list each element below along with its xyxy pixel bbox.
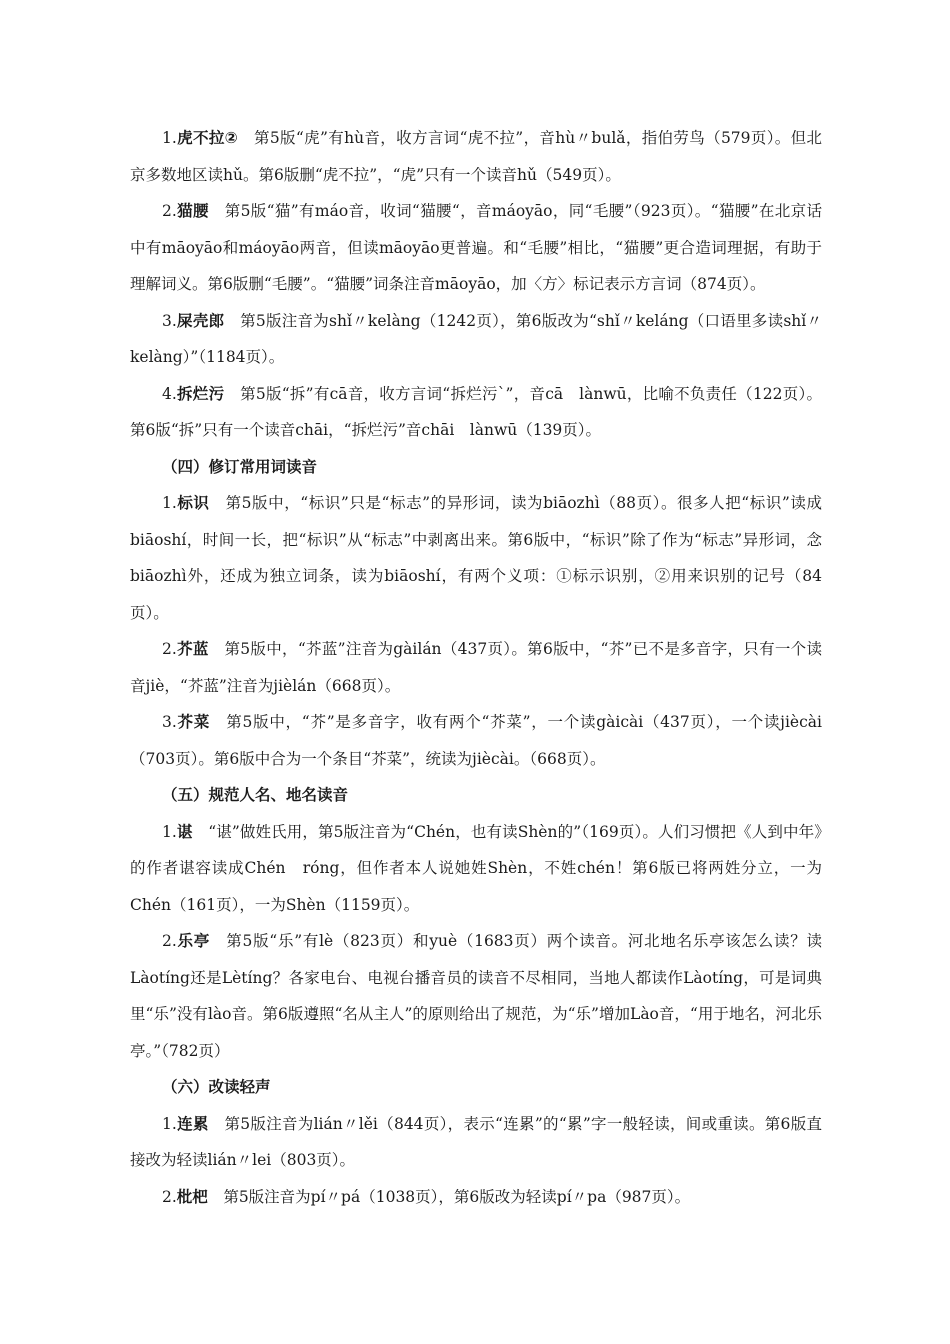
entry-number: 4. xyxy=(162,384,177,403)
entry-number: 3. xyxy=(162,311,177,330)
entry-text: 第5版“猫”有máo音，收词“猫腰“，音máoyāo，同“毛腰”（923页）。“猫腰”在北京话中有māoyāo和máoyāo两音，但读māoyāo更普遍。和“毛腰”相比，“猫腰”更合造词理据，有助于理解词义。第6版删“毛腰”。“猫腰”词条注音māoyāo，加〈方〉标记表示方言词（874页）。 xyxy=(130,202,822,293)
section-heading-5: （五）规范人名、地名读音 xyxy=(162,785,349,804)
entry-term: 连累 xyxy=(176,1114,209,1133)
entry-biaoshi xyxy=(130,485,822,631)
entry-jielan xyxy=(130,631,822,704)
entry-text: 第5版注音为pí〃pá（1038页），第6版改为轻读pí〃pa（987页）。 xyxy=(207,1187,691,1206)
entry-text: “谌”做姓氏用，第5版注音为“Chén，也有读Shèn的”（169页）。人们习惯把《人到中年》的作者谌容读成Chén róng，但作者本人说她姓Shèn，不姓chén！第6版已将两姓分立，一为Chén（161页），一为Shèn（1159页）。 xyxy=(130,822,822,914)
entry-term: 谌 xyxy=(176,822,193,841)
entry-term: 标识 xyxy=(176,494,210,512)
entry-hubula xyxy=(130,120,822,193)
entry-jiecai xyxy=(130,704,822,777)
entry-number: 1. xyxy=(162,822,177,841)
entry-number: 2. xyxy=(162,202,177,220)
section-heading-4: （四）修订常用词读音 xyxy=(162,456,318,476)
entry-lianlei xyxy=(130,1106,822,1179)
entry-term: 芥蓝 xyxy=(176,640,209,658)
entry-number: 2. xyxy=(162,1187,177,1206)
entry-text: 第5版注音为lián〃lěi（844页），表示“连累”的“累”字一般轻读，间或重读。第6版直接改为轻读lián〃lei（803页）。 xyxy=(130,1114,822,1169)
entry-text: 第5版中，“标识”只是“标志”的异形词，读为biāozhì（88页）。很多人把“标识”读成biāoshí，时间一长，把“标识”从“标志”中剥离出来。第6版中，“标识”除了作为“标志”异形词，念biāozhì外，还成为独立词条，读为biāoshí，有两个义项：①标示识别，②用来识别的记号（84页）。 xyxy=(130,494,822,622)
entry-number: 1. xyxy=(162,129,177,147)
entry-shikelang xyxy=(130,303,822,376)
section-heading-6: （六）改读轻声 xyxy=(162,1077,271,1096)
entry-term: 拆烂污 xyxy=(176,384,225,403)
entry-number: 3. xyxy=(162,713,177,731)
entry-pipa xyxy=(130,1179,822,1216)
entry-text: 第5版中，“芥蓝”注音为gàilán（437页）。第6版中，“芥”已不是多音字，只有一个读音jiè，“芥蓝”注音为jièlán（668页）。 xyxy=(130,640,822,695)
entry-laoting xyxy=(130,923,822,1069)
entry-term: 枇杷 xyxy=(176,1187,208,1206)
entry-term: 虎不拉② xyxy=(176,129,239,147)
entry-term: 猫腰 xyxy=(176,202,209,220)
entry-text: 第5版“乐”有lè（823页）和yuè（1683页）两个读音。河北地名乐亭该怎么读？读Làotíng还是Lètíng？各家电台、电视台播音员的读音不尽相同，当地人都读作Làotíng，可是词典里“乐”没有lào音。第6版遵照“名从主人”的原则给出了规范，为“乐”增加Lào音，“用于地名，河北乐亭。”（782页） xyxy=(130,932,822,1060)
entry-text: 第5版注音为shǐ〃kelàng（1242页），第6版改为“shǐ〃keláng（口语里多读shǐ〃kelàng）”（1184页）。 xyxy=(130,311,822,366)
entry-cailanwu xyxy=(130,376,822,449)
entry-number: 2. xyxy=(162,640,177,658)
entry-text: 第5版“虎”有hù音，收方言词“虎不拉”，音hù〃bulǎ，指伯劳鸟（579页）。但北京多数地区读hǔ。第6版删“虎不拉”，“虎”只有一个读音hǔ（549页）。 xyxy=(130,129,823,184)
entry-number: 1. xyxy=(162,494,177,512)
document-body xyxy=(130,120,822,1215)
entry-term: 乐亭 xyxy=(176,932,210,950)
entry-number: 1. xyxy=(162,1114,177,1133)
entry-text: 第5版“拆”有cā音，收方言词“拆烂污`”，音cā lànwū，比喻不负责任（122页）。第6版“拆”只有一个读音chāi，“拆烂污”音chāi lànwū（139页）。 xyxy=(130,384,822,439)
entry-term: 芥菜 xyxy=(176,713,211,731)
entry-term: 屎壳郎 xyxy=(176,311,225,330)
entry-chen xyxy=(130,814,822,924)
entry-text: 第5版中，“芥”是多音字，收有两个“芥菜”，一个读gàicài（437页），一个读jiècài（703页）。第6版中合为一个条目“芥菜”，统读为jiècài。（668页）。 xyxy=(130,713,822,768)
entry-maoyao xyxy=(130,193,822,303)
entry-number: 2. xyxy=(162,932,177,950)
